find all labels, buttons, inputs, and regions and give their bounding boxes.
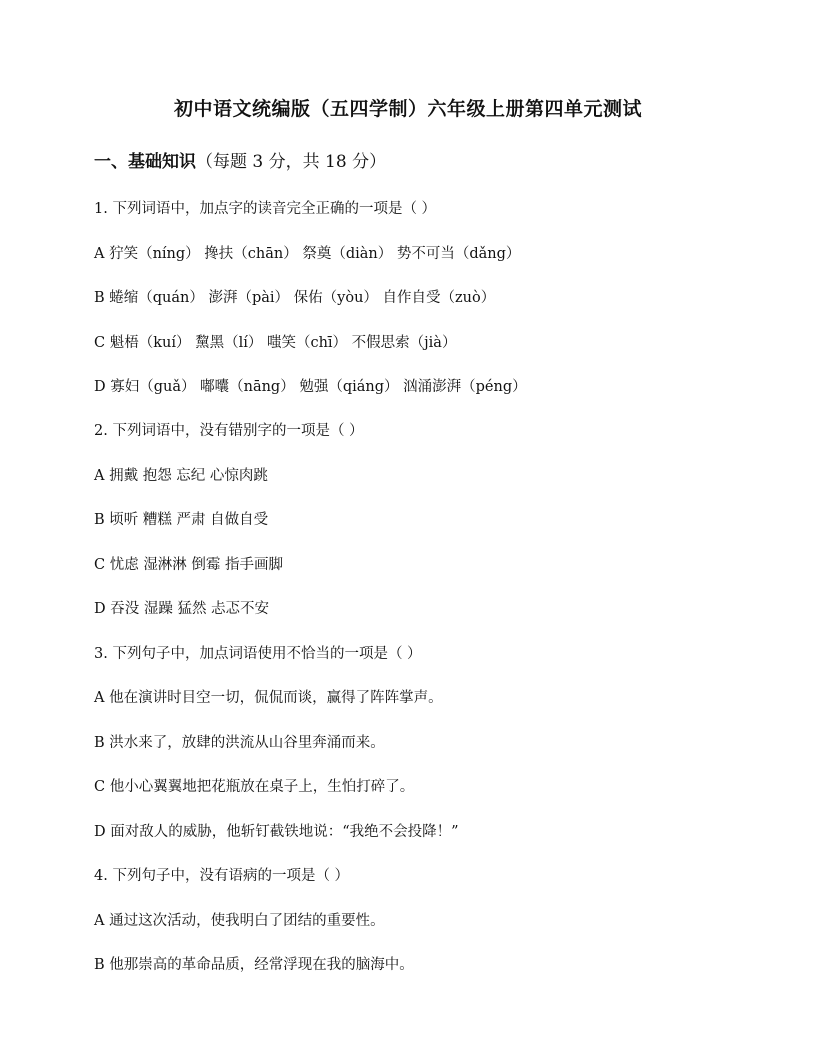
question-3-stem: 3. 下列句子中，加点词语使用不恰当的一项是（ ） (94, 646, 422, 662)
question-1-stem: 1. 下列词语中，加点字的读音完全正确的一项是（ ） (94, 201, 437, 217)
question-2-option-b: B 顷听 糟糕 严肃 自做自受 (94, 512, 269, 528)
question-4-option-a: A 通过这次活动，使我明白了团结的重要性。 (94, 913, 385, 929)
question-4-option-b: B 他那崇高的革命品质，经常浮现在我的脑海中。 (94, 957, 414, 973)
section-heading (94, 150, 386, 174)
question-4-stem: 4. 下列句子中，没有语病的一项是（ ） (94, 868, 350, 884)
question-1-option-a: A 狞笑（níng） 搀扶（chān） 祭奠（diàn） 势不可当（dǎng） (94, 246, 521, 262)
question-2-stem: 2. 下列词语中，没有错别字的一项是（ ） (94, 423, 364, 439)
section-score-note: （每题 3 分，共 18 分） (196, 152, 387, 172)
question-1-option-b: B 蜷缩（quán） 澎湃（pài） 保佑（yòu） 自作自受（zuò） (94, 290, 496, 306)
question-3-option-b: B 洪水来了，放肆的洪流从山谷里奔涌而来。 (94, 735, 385, 751)
question-1-option-c: C 魁梧（kuí） 黧黑（lí） 嗤笑（chī） 不假思索（jià） (94, 335, 457, 351)
question-1-option-d: D 寡妇（guǎ） 嘟囔（nāng） 勉强（qiáng） 汹涌澎湃（péng） (94, 379, 527, 395)
section-title: 一、基础知识 (94, 152, 196, 172)
document-title: 初中语文统编版（五四学制）六年级上册第四单元测试 (173, 98, 642, 120)
question-3-option-d: D 面对敌人的威胁，他斩钉截铁地说：“我绝不会投降！” (94, 824, 459, 840)
question-3-option-c: C 他小心翼翼地把花瓶放在桌子上，生怕打碎了。 (94, 779, 415, 795)
question-2-option-c: C 忧虑 湿淋淋 倒霉 指手画脚 (94, 557, 284, 573)
question-2-option-d: D 吞没 湿躁 猛然 忐忑不安 (94, 601, 270, 617)
question-3-option-a: A 他在演讲时目空一切，侃侃而谈，赢得了阵阵掌声。 (94, 690, 443, 706)
question-2-option-a: A 拥戴 抱怨 忘纪 心惊肉跳 (94, 468, 268, 484)
